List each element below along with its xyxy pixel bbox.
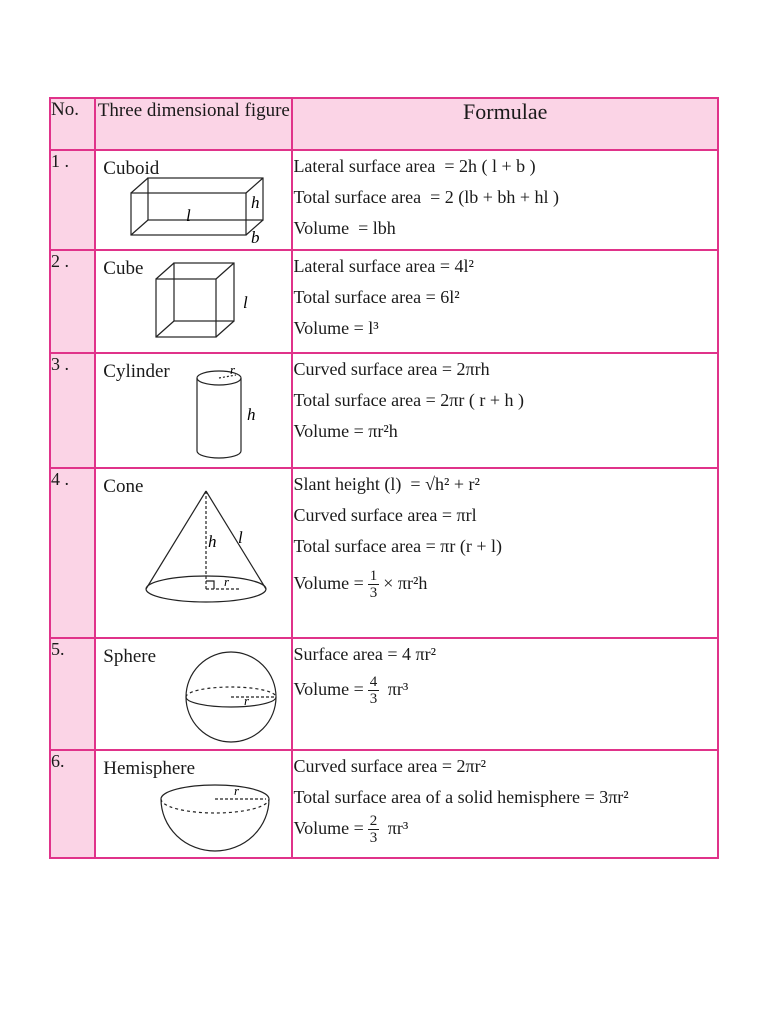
figure-name: Sphere [103, 646, 157, 667]
label-l: l [238, 528, 243, 547]
figure-name: Hemisphere [103, 758, 196, 779]
cone-diagram [96, 469, 292, 637]
figure-cell [95, 638, 292, 750]
formula-cell: Surface area = 4 πr² Volume = $\frac{4}{3}$ πr³ [292, 638, 718, 750]
label-r: r [244, 693, 250, 708]
table-row [50, 150, 718, 250]
row-number: 2 . [50, 250, 95, 353]
cube-diagram [96, 251, 292, 352]
label-b: b [251, 228, 260, 247]
table-row [50, 353, 718, 468]
row-number: 6. [50, 750, 95, 858]
figure-cell [95, 353, 292, 468]
row-number: 4 . [50, 468, 95, 638]
fraction: $\frac{4}{3}$ [369, 674, 378, 708]
header-row [50, 98, 718, 150]
label-l: l [243, 293, 248, 312]
header-no: No. [50, 98, 95, 150]
header-figure: Three dimensional figure [95, 98, 292, 150]
table-row [50, 250, 718, 353]
fraction: $\frac{2}{3}$ [369, 813, 378, 847]
figure-cell [95, 750, 292, 858]
formula-cell: Lateral surface area = 4l² Total surface area = 6l² Volume = l³ [292, 250, 718, 353]
formulae-table [49, 97, 719, 859]
cylinder-diagram [96, 354, 292, 467]
label-h: h [251, 193, 260, 212]
figure-cell [95, 250, 292, 353]
label-h: h [247, 405, 256, 424]
figure-name: Cube [103, 258, 144, 279]
figure-cell [95, 150, 292, 250]
formula-cell: Lateral surface area = 2h ( l + b ) Total surface area = 2 (lb + bh + hl ) Volume = lbh [292, 150, 718, 250]
formula-cell: Curved surface area = 2πr² Total surface area of a solid hemisphere = 3πr² Volume = $\frac{2}{3}$ πr³ [292, 750, 718, 858]
figure-name: Cylinder [103, 361, 170, 382]
label-l: l [186, 206, 191, 225]
figure-name: Cone [103, 476, 144, 497]
hemisphere-diagram [96, 751, 292, 857]
header-formulae: Formulae [292, 98, 718, 150]
row-number: 1 . [50, 150, 95, 250]
row-number: 3 . [50, 353, 95, 468]
figure-name: Cuboid [103, 158, 160, 179]
sphere-diagram [96, 639, 292, 749]
label-r: r [230, 362, 236, 377]
row-number: 5. [50, 638, 95, 750]
formula-cell: Curved surface area = 2πrh Total surface area = 2πr ( r + h ) Volume = πr²h [292, 353, 718, 468]
label-r: r [224, 574, 230, 589]
table-row [50, 750, 718, 858]
formula-cell: Slant height (l) = √h² + r² Curved surface area = πrl Total surface area = πr (r + l) Volume = $\frac{1}{3}$ × πr²h [292, 468, 718, 638]
table-row [50, 638, 718, 750]
label-r: r [234, 783, 240, 798]
figure-cell [95, 468, 292, 638]
label-h: h [208, 532, 217, 551]
fraction: $\frac{1}{3}$ [369, 568, 378, 602]
table-row [50, 468, 718, 638]
cuboid-diagram [96, 151, 292, 249]
